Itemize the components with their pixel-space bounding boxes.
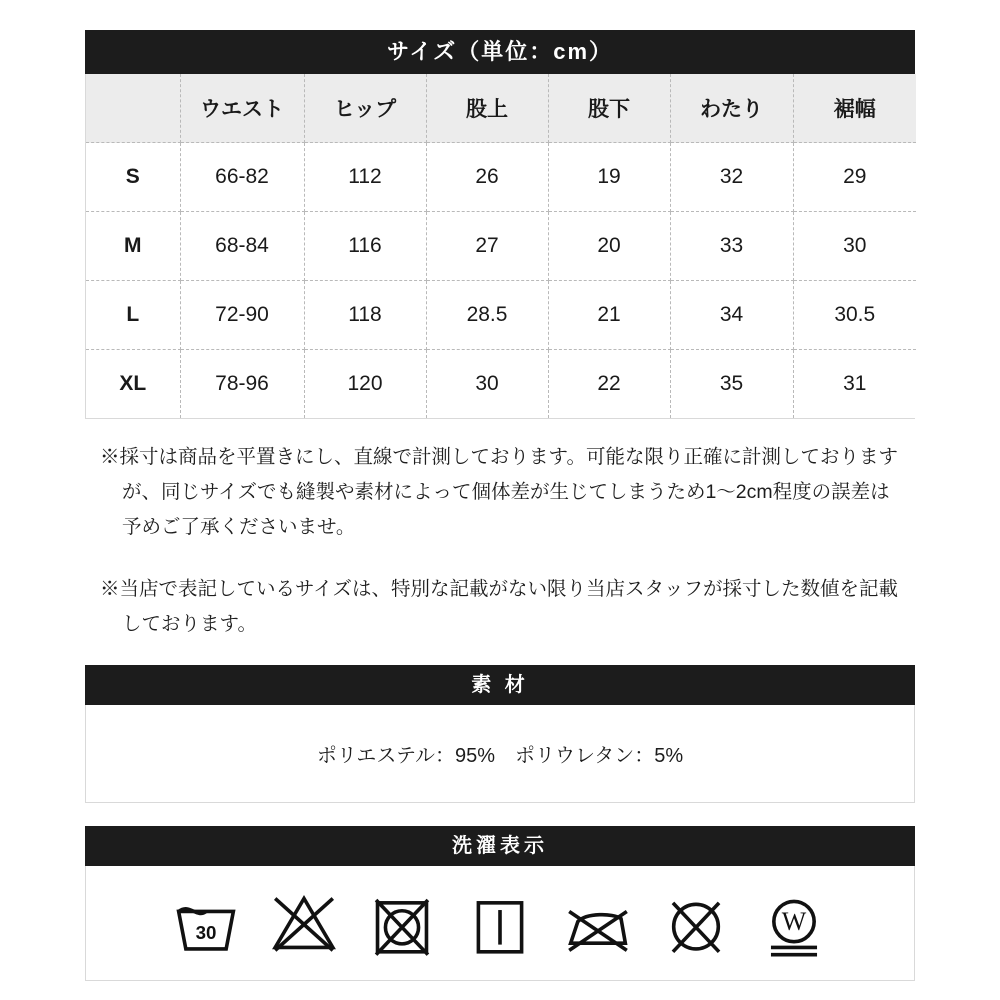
column-header-hem: 裾幅 xyxy=(793,74,916,143)
table-corner-cell xyxy=(86,74,180,143)
table-row xyxy=(86,143,916,212)
material-section-title: 素 材 xyxy=(85,665,915,705)
cell-thigh: 33 xyxy=(670,212,793,281)
cell-hip: 116 xyxy=(304,212,426,281)
svg-text:30: 30 xyxy=(195,921,217,943)
table-header-row xyxy=(86,74,916,143)
table-row xyxy=(86,212,916,281)
cell-rise: 27 xyxy=(426,212,548,281)
measurement-notes xyxy=(100,440,905,642)
cell-inseam: 20 xyxy=(548,212,670,281)
table-row xyxy=(86,281,916,350)
column-header-waist: ウエスト xyxy=(180,74,304,143)
cell-hip: 112 xyxy=(304,143,426,212)
size-table-wrapper xyxy=(85,74,915,419)
note-paragraph xyxy=(100,440,905,545)
material-body xyxy=(85,705,915,803)
wash-tub-30-icon xyxy=(170,887,242,959)
wet-clean-icon xyxy=(758,887,830,959)
dry-clean-not-allowed-icon xyxy=(660,887,732,959)
cell-waist: 78-96 xyxy=(180,350,304,419)
cell-hem: 31 xyxy=(843,372,867,395)
row-header-size: L xyxy=(86,281,180,350)
cell-waist: 72-90 xyxy=(180,281,304,350)
column-header-thigh: わたり xyxy=(670,74,793,143)
row-header-size: M xyxy=(86,212,180,281)
note-text: ※採寸は商品を平置きにし、直線で計測しております。可能な限り正確に計測しておりますが、同じサイズでも縫製や素材によって個体差が生じてしまうため1〜2cm程度の誤差は予めご了承くださいませ。 xyxy=(100,446,898,538)
column-header-hip: ヒップ xyxy=(304,74,426,143)
cell-inseam: 21 xyxy=(548,281,670,350)
note-text: ※当店で表記しているサイズは、特別な記載がない限り当店スタッフが採寸した数値を記載しております。 xyxy=(100,578,898,635)
size-table xyxy=(86,74,916,418)
cell-thigh: 34 xyxy=(670,281,793,350)
cell-hem: 29 xyxy=(793,143,916,212)
material-section xyxy=(85,665,915,803)
cell-inseam: 19 xyxy=(548,143,670,212)
line-dry-icon xyxy=(464,887,536,959)
size-section xyxy=(85,30,915,419)
column-header-inseam: 股下 xyxy=(548,74,670,143)
cell-waist: 66-82 xyxy=(180,143,304,212)
iron-not-allowed-icon xyxy=(562,887,634,959)
wash-care-section-title: 洗濯表示 xyxy=(85,826,915,866)
cell-rise: 26 xyxy=(426,143,548,212)
wash-care-section xyxy=(85,826,915,981)
column-header-rise: 股上 xyxy=(426,74,548,143)
cell-hip: 118 xyxy=(304,281,426,350)
cell-thigh: 35 xyxy=(670,350,793,419)
cell-waist: 68-84 xyxy=(180,212,304,281)
cell-hem: 30 xyxy=(793,212,916,281)
cell-hem: 30.5 xyxy=(793,281,916,350)
cell-thigh: 32 xyxy=(670,143,793,212)
cell-rise: 28.5 xyxy=(426,281,548,350)
row-header-size: XL xyxy=(86,350,180,419)
cell-hip: 120 xyxy=(304,350,426,419)
note-paragraph xyxy=(100,572,905,642)
material-text: ポリエステル：95% ポリウレタン：5% xyxy=(316,745,684,767)
size-section-title: サイズ（単位：cm） xyxy=(85,30,915,74)
svg-text:W: W xyxy=(781,907,807,937)
wash-care-icons xyxy=(85,866,915,981)
table-row xyxy=(86,350,916,419)
row-header-size: S xyxy=(86,143,180,212)
bleach-not-allowed-icon xyxy=(268,887,340,959)
cell-inseam: 22 xyxy=(548,350,670,419)
cell-rise: 30 xyxy=(426,350,548,419)
tumble-dry-not-allowed-icon xyxy=(366,887,438,959)
